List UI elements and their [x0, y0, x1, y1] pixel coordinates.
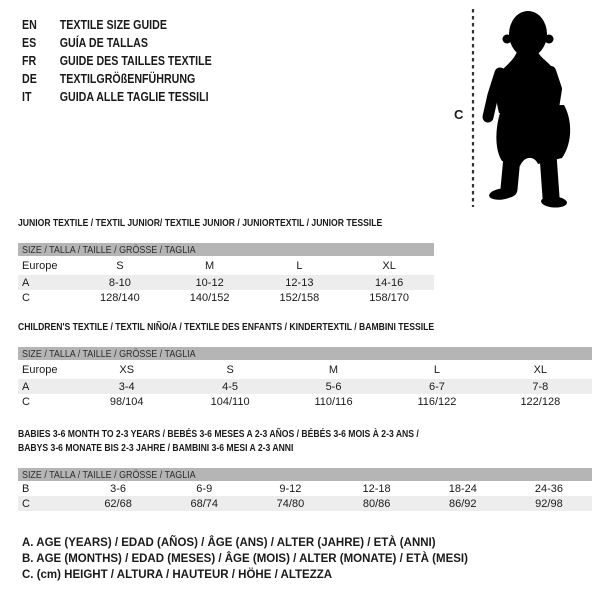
- babies-textile-table: [18, 427, 592, 511]
- cell-value: S: [116, 259, 124, 272]
- table-row: [18, 360, 592, 379]
- language-code: IT: [22, 88, 32, 104]
- cell-value: 110/116: [314, 395, 353, 408]
- size-header-bar: [18, 243, 434, 256]
- cell-value: M: [328, 363, 339, 376]
- cell-value: 98/104: [109, 395, 144, 408]
- table-row: [18, 275, 434, 290]
- language-row: [22, 51, 212, 69]
- footnote-line: B. AGE (MONTHS) / EDAD (MESES) / ÂGE (MOIS) / ALTER (MONATE) / ETÀ (MESI): [22, 553, 468, 565]
- cell-value: 140/152: [189, 291, 230, 304]
- row-label: Europe: [22, 259, 58, 272]
- language-list: [22, 15, 253, 105]
- language-title: GUÍA DE TALLAS: [59, 34, 148, 50]
- cell-value: 104/110: [210, 395, 250, 408]
- cell-value: 158/170: [369, 291, 409, 304]
- cell-value: 86/92: [449, 497, 477, 510]
- language-title: TEXTILGRÖßENFÜHRUNG: [59, 70, 196, 86]
- language-title: GUIDA ALLE TAGLIE TESSILI: [59, 88, 209, 104]
- table-row: [18, 256, 434, 275]
- cell-value: XS: [119, 363, 135, 376]
- size-figure: [450, 5, 600, 215]
- cell-value: 62/68: [104, 497, 132, 510]
- cell-value: 74/80: [276, 497, 305, 510]
- table-row: [18, 394, 592, 409]
- cell-value: 92/98: [535, 497, 563, 510]
- cell-value: 7-8: [532, 380, 549, 393]
- height-measure-label: C: [454, 107, 464, 122]
- row-label: Europe: [22, 363, 58, 376]
- footnote-line: A. AGE (YEARS) / EDAD (AÑOS) / ÂGE (ANS) / ALTER (JAHRE) / ETÀ (ANNI): [22, 537, 436, 549]
- table-title-line: BABIES 3-6 MONTH TO 2-3 YEARS / BEBÉS 3-6 MESES A 2-3 AÑOS / BÉBÉS 3-6 MOIS À 2-3 ANS /: [18, 428, 419, 440]
- row-label: B: [22, 482, 30, 495]
- footnotes: [22, 535, 468, 583]
- cell-value: L: [296, 259, 303, 272]
- row-label: A: [22, 276, 30, 289]
- table-title: [18, 427, 592, 455]
- language-row: [22, 69, 212, 87]
- cell-value: S: [226, 363, 234, 376]
- size-header-bar: [18, 468, 592, 481]
- cell-value: 3-4: [118, 380, 135, 393]
- table-title-line: JUNIOR TEXTILE / TEXTIL JUNIOR/ TEXTILE JUNIOR / JUNIORTEXTIL / JUNIOR TESSILE: [18, 217, 383, 229]
- language-code: FR: [22, 52, 37, 68]
- cell-value: 12-13: [285, 276, 314, 289]
- language-code: EN: [22, 16, 37, 32]
- language-row: [22, 87, 212, 105]
- cell-value: XL: [533, 363, 548, 376]
- language-title: GUIDE DES TAILLES TEXTILE: [59, 52, 212, 68]
- size-header-bar: [18, 347, 592, 360]
- language-row: [22, 15, 212, 33]
- cell-value: 3-6: [110, 482, 127, 495]
- size-header-label: SIZE / TALLA / TAILLE / GRÖSSE / TAGLIA: [22, 243, 196, 256]
- cell-value: 10-12: [195, 276, 224, 289]
- junior-textile-table: [18, 216, 434, 305]
- cell-value: 6-9: [196, 482, 213, 495]
- table-title-line: BABYS 3-6 MONATE BIS 2-3 JAHRE / BAMBINI 3-6 MESI A 2-3 ANNI: [18, 442, 294, 454]
- row-label: C: [22, 497, 30, 510]
- cell-value: 8-10: [108, 276, 131, 289]
- cell-value: 18-24: [448, 482, 477, 495]
- cell-value: 152/158: [279, 291, 320, 304]
- size-header-label: SIZE / TALLA / TAILLE / GRÖSSE / TAGLIA: [22, 468, 196, 481]
- cell-value: 68/74: [190, 497, 219, 510]
- cell-value: M: [205, 259, 215, 272]
- cell-value: 4-5: [222, 380, 239, 393]
- cell-value: 80/86: [362, 497, 391, 510]
- footnote-line: C. (cm) HEIGHT / ALTURA / HAUTEUR / HÖHE / ALTEZZA: [22, 569, 333, 581]
- table-title: [18, 320, 592, 334]
- cell-value: L: [433, 363, 440, 376]
- table-row: [18, 481, 592, 496]
- size-header-label: SIZE / TALLA / TAILLE / GRÖSSE / TAGLIA: [22, 347, 196, 360]
- table-row: [18, 290, 434, 305]
- cell-value: 24-36: [534, 482, 564, 495]
- cell-value: 116/122: [417, 395, 457, 408]
- cell-value: 128/140: [99, 291, 140, 304]
- row-label: C: [22, 395, 30, 408]
- row-label: A: [22, 380, 30, 393]
- language-row: [22, 33, 212, 51]
- table-row: [18, 379, 592, 394]
- cell-value: 12-18: [362, 482, 391, 495]
- cell-value: 9-12: [279, 482, 302, 495]
- cell-value: 122/128: [520, 395, 561, 408]
- table-title-line: CHILDREN'S TEXTILE / TEXTIL NIÑO/A / TEXTILE DES ENFANTS / KINDERTEXTIL / BAMBINI TESSILE: [18, 321, 435, 333]
- baby-silhouette: [488, 11, 570, 208]
- childrens-textile-table: [18, 320, 592, 409]
- language-code: ES: [22, 34, 37, 50]
- cell-value: XL: [382, 259, 396, 272]
- table-title: [18, 216, 434, 230]
- row-label: C: [22, 291, 30, 304]
- cell-value: 5-6: [325, 380, 342, 393]
- language-code: DE: [22, 70, 37, 86]
- language-title: TEXTILE SIZE GUIDE: [59, 16, 167, 32]
- table-row: [18, 496, 592, 511]
- cell-value: 14-16: [375, 276, 404, 289]
- cell-value: 6-7: [428, 380, 445, 393]
